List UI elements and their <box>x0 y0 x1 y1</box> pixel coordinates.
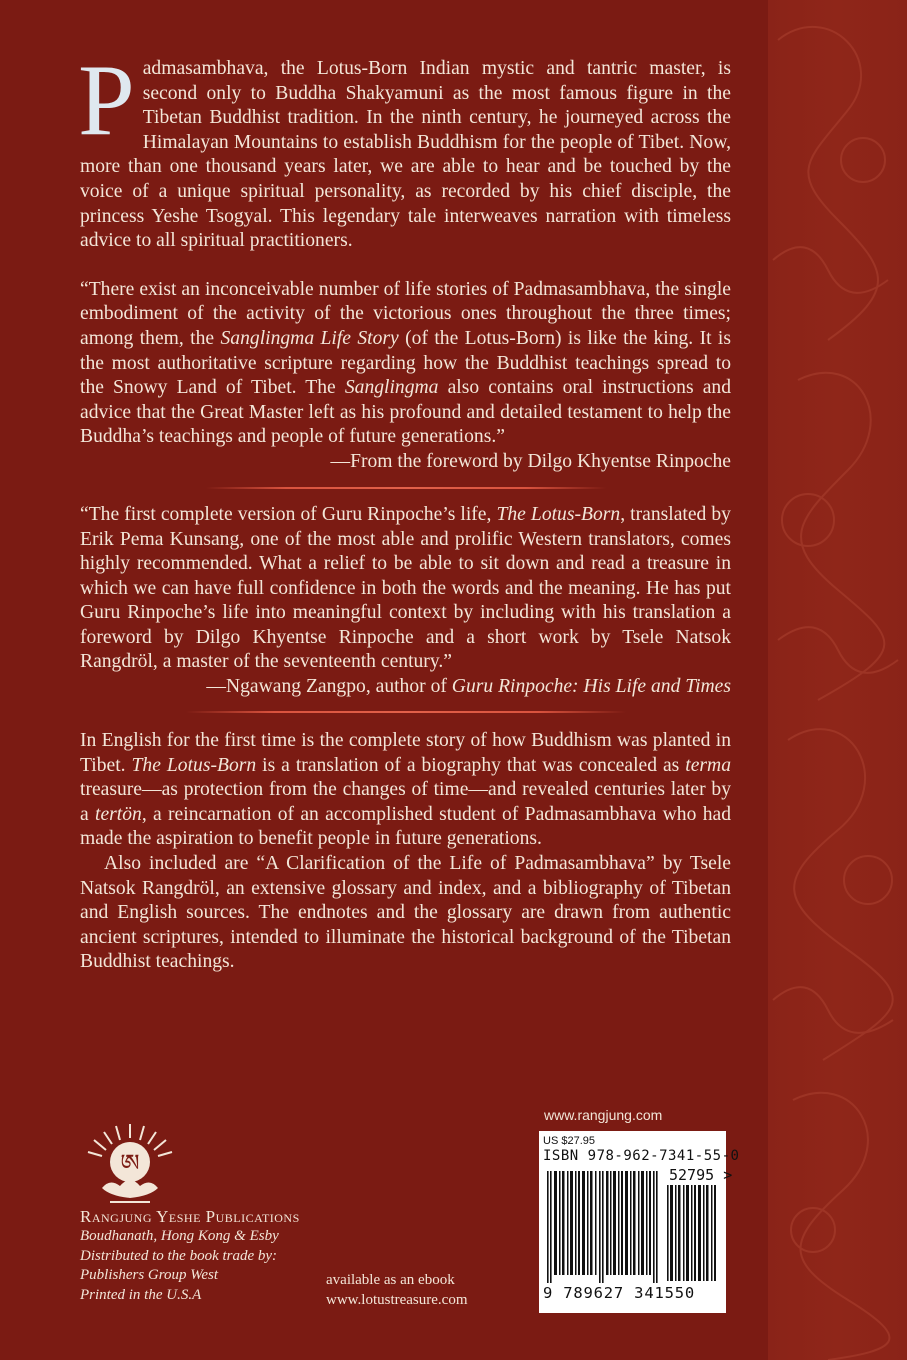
intro-paragraph <box>78 44 731 254</box>
publisher-line: Printed in the U.S.A <box>80 1286 202 1303</box>
website-url[interactable]: www.rangjung.com <box>544 1107 663 1123</box>
foreword-attribution: —From the foreword by Dilgo Khyentse Rinpoche <box>330 450 731 472</box>
desc-text: , a reincarnation of an accomplished student of Padmasambhava who had made the aspiration to benefit people in future generations. <box>80 803 731 850</box>
review-quote <box>80 503 731 675</box>
addon-arrow: > <box>723 1166 733 1184</box>
desc-text: is a translation of a biography that was concealed as <box>256 754 686 776</box>
desc-terma: terma <box>685 754 731 776</box>
review-attribution-prefix: —Ngawang Zangpo, author of <box>206 676 452 698</box>
price-label: US $27.95 <box>543 1135 595 1147</box>
quote2-part1: “The first complete version of Guru Rinpoche’s life, <box>80 503 497 525</box>
description-paragraph-1 <box>80 729 731 852</box>
foreword-quote <box>80 278 731 450</box>
addon-digits: 52795 <box>669 1166 715 1184</box>
intro-text: admasambhava, the Lotus-Born Indian mystic and tantric master, is second only to Buddha Shakyamuni as the most famous figure in the Tibetan Buddhist tradition. In the ninth century, he journeyed across the Himalayan Mountains to establish Buddhism for the people of Tibet. Now, more than one thousand years later, we are able to hear and be touched by the voice of a unique spiritual personality, as recorded by his chief disciple, the princess Yeshe Tsogyal. This legendary tale interweaves narration with timeless advice to all spiritual practitioners. <box>80 58 731 252</box>
ebook-url[interactable]: www.lotustreasure.com <box>326 1292 468 1308</box>
publisher-logo-icon <box>80 1118 180 1210</box>
publisher-line: Distributed to the book trade by: <box>80 1247 278 1264</box>
publisher-name: Rangjung Yeshe Publications <box>80 1207 300 1226</box>
text-column <box>78 44 731 975</box>
quote2-part2: , translated by Erik Pema Kunsang, one of the most able and prolific Western translators, comes highly recommended. What a relief to be able to sit down and read a treasure in which we can have full confidence in both the words and the meaning. He has put Guru Rinpoche’s life into meaningful context by including with his translation a foreword by Dilgo Khyentse Rinpoche and a short work by Tsele Natsok Rangdröl, a master of the seventeenth century.” <box>80 503 731 673</box>
desc-title: The Lotus-Born <box>131 754 257 776</box>
quote1-title1: Sanglingma Life Story <box>220 327 399 349</box>
isbn-label: ISBN 978-962-7341-55-0 <box>543 1148 740 1164</box>
review-attribution-title: Guru Rinpoche: His Life and Times <box>451 676 731 698</box>
drop-cap: P <box>78 44 135 157</box>
quote2-title: The Lotus-Born <box>496 503 621 525</box>
barcode-box <box>539 1131 740 1313</box>
quote1-title2: Sanglingma <box>344 377 439 399</box>
quote1-part3: also contains oral instructions and advice that the Great Master left as his profound and detailed testament to help the Buddha’s teachings and people of future generations.” <box>80 377 731 448</box>
description-paragraph-2: Also included are “A Clarification of the Life of Padmasambhava” by Tsele Natsok Rangdröl, an extensive glossary and index, and a bibliography of Tibetan and English sources. The endnotes and the glossary are drawn from authentic ancient scriptures, intended to illuminate the historical background of the Tibetan Buddhist teachings. <box>80 853 731 973</box>
desc-text: treasure—as protection from the changes of time—and revealed centuries later by a <box>80 779 731 825</box>
addon-number <box>669 1166 732 1184</box>
publisher-line: Publishers Group West <box>80 1267 219 1283</box>
floral-border <box>768 0 907 1360</box>
barcode-icon <box>547 1171 659 1283</box>
barcode-number: 9 789627 341550 <box>543 1284 695 1302</box>
quote1-part1: “There exist an inconceivable number of life stories of Padmasambhava, the single embodiment of the activity of the victorious ones throughout the three times; among them, the <box>80 278 731 349</box>
svg-text:ཨ: ཨ <box>120 1149 140 1177</box>
ebook-info <box>326 1270 468 1310</box>
floral-pattern-icon <box>768 0 907 1360</box>
desc-terton: tertön <box>95 803 142 825</box>
publisher-line: Boudhanath, Hong Kong & Esby <box>80 1228 279 1244</box>
ebook-line: available as an ebook <box>326 1272 455 1288</box>
review-attribution <box>80 675 731 699</box>
quote1-part2: (of the Lotus-Born) is like the king. It is the most authoritative scripture regarding how the Buddhist teachings spread to the Snowy Land of Tibet. The <box>80 327 731 399</box>
desc-text: In English for the first time is the complete story of how Buddhism was planted in Tibet. <box>80 730 731 776</box>
addon-barcode-icon <box>667 1185 717 1281</box>
